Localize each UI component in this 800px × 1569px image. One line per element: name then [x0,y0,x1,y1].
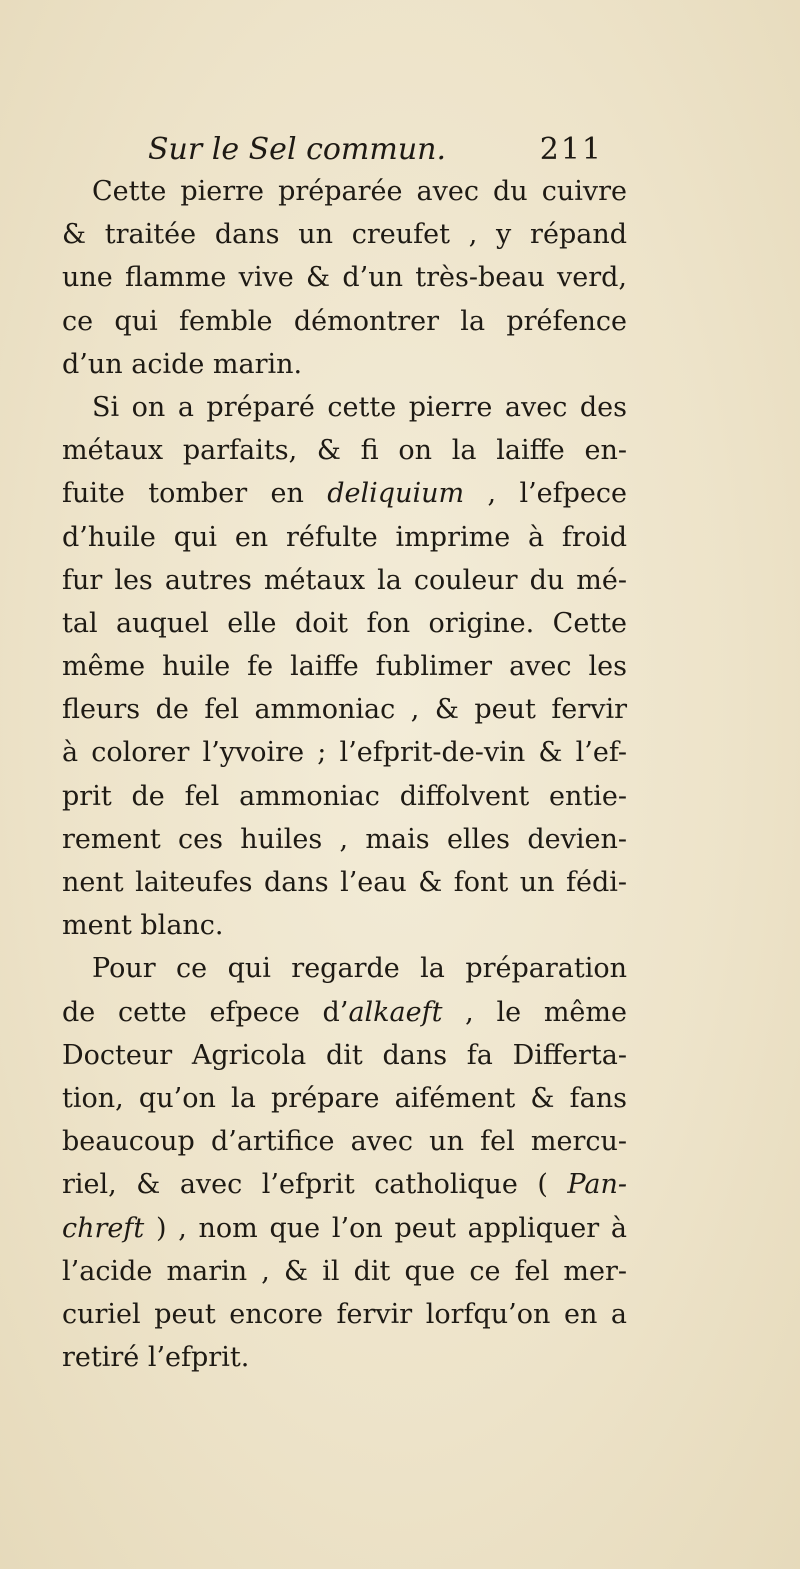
text-run: rement ces huiles , mais elles devien- [62,823,627,855]
text-line [62,429,627,472]
text-line [62,1034,627,1077]
text-run: curiel peut encore fervir lorfqu’on en a [62,1298,627,1330]
text-line [62,256,627,299]
text-line [62,213,627,256]
text-line [62,170,627,213]
text-line [62,645,627,688]
text-run: tal auquel elle doit fon origine. Cette [62,607,627,639]
text-run: fleurs de fel ammoniac , & peut fervir [62,694,627,726]
text-run: ) , nom que l’on peut appliquer à [144,1212,627,1244]
text-run: Docteur Agricola dit dans fa Differta- [62,1039,627,1071]
paragraph [62,170,627,386]
text-run: nent laiteufes dans l’eau & font un fédi- [62,867,627,898]
italic-text: alkaeft [348,996,443,1028]
text-run: Cette pierre préparée avec du cuivre [92,176,627,207]
text-run: une flamme vive & d’un très-beau verd, [62,262,627,294]
text-line [62,775,627,818]
text-run: ce qui femble démontrer la préfence [62,305,627,337]
text-line [62,688,627,731]
text-line [62,1250,627,1293]
text-run: Pour ce qui regarde la préparation [92,953,627,985]
text-run: riel, & avec l’efprit catholique ( [62,1169,568,1201]
text-run: prit de fel ammoniac diffolvent entie- [62,780,627,812]
italic-text: Pan- [567,1169,627,1201]
text-run: de cette efpece d’ [62,996,349,1028]
text-line [62,1077,627,1120]
italic-text: chreft [62,1212,145,1244]
text-run: beaucoup d’artifice avec un fel mercu- [62,1126,627,1158]
text-line [62,731,627,774]
text-line [62,861,627,904]
text-run: à colorer l’yvoire ; l’efprit-de-vin & l’ef- [62,737,627,769]
text-line [62,343,627,386]
text-line [62,1163,627,1206]
text-run: Si on a préparé cette pierre avec des [92,391,627,423]
text-line [62,818,627,861]
text-line [62,1120,627,1163]
text-run: fuite tomber en [62,478,328,510]
text-line [62,1293,627,1336]
text-run: métaux parfaits, & fi on la laiffe en- [62,435,627,467]
body-text [62,170,627,1379]
italic-text: deliquium [327,478,465,510]
text-run: d’un acide marin. [62,348,303,380]
text-line [62,1336,627,1379]
text-run: tion, qu’on la prépare aifément & fans [62,1082,627,1114]
text-line [62,991,627,1034]
text-line [62,1207,627,1250]
text-run: l’acide marin , & il dit que ce fel mer- [62,1255,627,1287]
running-head [148,128,603,172]
text-line [62,516,627,559]
text-run: fur les autres métaux la couleur du mé- [62,564,627,596]
text-line [62,472,627,515]
text-line [62,300,627,343]
text-run: retiré l’efprit. [62,1342,250,1374]
text-run: , l’efpece [464,478,627,510]
page-number: 211 [539,132,603,167]
text-line [62,947,627,990]
text-run: ment blanc. [62,910,224,942]
paragraph [62,386,627,947]
text-run: même huile fe laiffe fublimer avec les [62,651,627,683]
text-run: & traitée dans un creufet , y répand [62,219,627,251]
running-head-title: Sur le Sel commun. [148,132,447,167]
text-line [62,559,627,602]
paragraph [62,947,627,1379]
text-run: d’huile qui en réfulte imprime à froid [62,521,627,553]
text-line [62,602,627,645]
text-line [62,386,627,429]
text-run: , le même [442,996,627,1028]
text-line [62,904,627,947]
